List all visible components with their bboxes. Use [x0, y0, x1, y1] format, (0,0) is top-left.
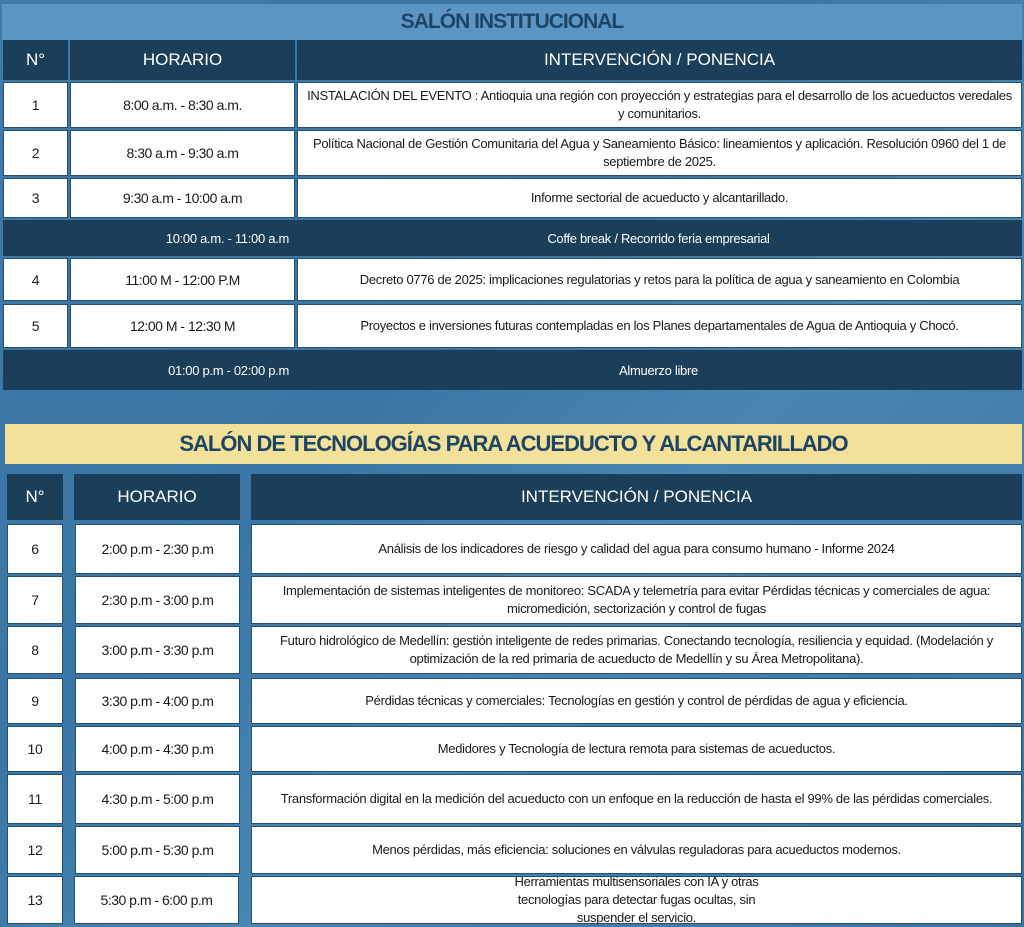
row-2-num: 2: [3, 130, 68, 176]
header-num: N°: [3, 40, 68, 80]
break-lunch-time: 01:00 p.m - 02:00 p.m: [168, 362, 289, 378]
row-10-topic: Medidores y Tecnología de lectura remota para sistemas de acueductos.: [251, 726, 1022, 772]
row-9-time: 3:30 p.m - 4:00 p.m: [75, 678, 240, 724]
break-row-coffee: [3, 220, 1022, 256]
row-13-num: 13: [7, 876, 63, 924]
row-1-topic: INSTALACIÓN DEL EVENTO : Antioquia una región con proyección y estrategias para el desarrollo de los acueductos veredales y comunitarios.: [297, 82, 1022, 128]
row-8-topic: Futuro hidrológico de Medellín: gestión inteligente de redes primarias. Conectando tecnología, resiliencia y equidad. (Modelación y optimización de la red primaria de acueducto de Medellín y su Área Metropolitana).: [251, 626, 1022, 674]
row-11-time: 4:30 p.m - 5:00 p.m: [75, 774, 240, 824]
header-horario: HORARIO: [70, 40, 295, 80]
break-coffee-time: 10:00 a.m. - 11:00 a.m: [165, 230, 289, 246]
row-9-num: 9: [7, 678, 63, 724]
row-1-num: 1: [3, 82, 68, 128]
section-title-tecnologias: SALÓN DE TECNOLOGÍAS PARA ACUEDUCTO Y ALCANTARILLADO: [5, 424, 1022, 464]
row-1-time: 8:00 a.m. - 8:30 a.m.: [70, 82, 295, 128]
row-3-time: 9:30 a.m - 10:00 a.m: [70, 178, 295, 218]
row-6-topic: Análisis de los indicadores de riesgo y calidad del agua para consumo humano - Informe 2024: [251, 524, 1022, 574]
row-4-topic: Decreto 0776 de 2025: implicaciones regulatorias y retos para la política de agua y saneamiento en Colombia: [297, 258, 1022, 301]
row-10-time: 4:00 p.m - 4:30 p.m: [75, 726, 240, 772]
row-5-topic: Proyectos e inversiones futuras contempladas en los Planes departamentales de Agua de Antioquia y Chocó.: [297, 304, 1022, 348]
row-7-num: 7: [7, 576, 63, 624]
header-intervencion: INTERVENCIÓN / PONENCIA: [297, 40, 1022, 80]
row-12-num: 12: [7, 826, 63, 874]
header2-num: N°: [7, 474, 63, 520]
row-10-num: 10: [7, 726, 63, 772]
row-6-num: 6: [7, 524, 63, 574]
row-4-num: 4: [3, 258, 68, 301]
row-6-time: 2:00 p.m - 2:30 p.m: [75, 524, 240, 574]
row-2-topic: Política Nacional de Gestión Comunitaria del Agua y Saneamiento Básico: lineamientos y aplicación. Resolución 0960 del 1 de septiembre de 2025.: [297, 130, 1022, 176]
row-11-topic: Transformación digital en la medición del acueducto con un enfoque en la reducción de hasta el 99% de las pérdidas comerciales.: [251, 774, 1022, 824]
row-12-time: 5:00 p.m - 5:30 p.m: [75, 826, 240, 874]
header2-intervencion: INTERVENCIÓN / PONENCIA: [251, 474, 1022, 520]
break-lunch-label: Almuerzo libre: [619, 362, 698, 378]
row-5-num: 5: [3, 304, 68, 348]
row-2-time: 8:30 a.m - 9:30 a.m: [70, 130, 295, 176]
break-coffee-label: Coffe break / Recorrido feria empresarial: [547, 230, 770, 246]
row-11-num: 11: [7, 774, 63, 824]
row-12-topic: Menos pérdidas, más eficiencia: soluciones en válvulas reguladoras para acueductos modernos.: [251, 826, 1022, 874]
row-7-topic: Implementación de sistemas inteligentes de monitoreo: SCADA y telemetría para evitar Pérdidas técnicas y comerciales de agua: micromedición, sectorización y control de fugas: [251, 576, 1022, 624]
row-13-time: 5:30 p.m - 6:00 p.m: [74, 876, 239, 924]
row-4-time: 11:00 M - 12:00 P.M: [70, 258, 295, 301]
row-3-num: 3: [3, 178, 68, 218]
break-row-lunch: [3, 350, 1022, 390]
header2-horario: HORARIO: [74, 474, 240, 520]
section-title-institucional: SALÓN INSTITUCIONAL: [2, 4, 1022, 40]
row-3-topic: Informe sectorial de acueducto y alcantarillado.: [297, 178, 1022, 218]
row-8-time: 3:00 p.m - 3:30 p.m: [75, 626, 240, 674]
row-13-topic: Herramientas multisensoriales con IA y otras tecnologías para detectar fugas ocultas, sin suspender el servicio.: [251, 876, 1022, 924]
row-7-time: 2:30 p.m - 3:00 p.m: [75, 576, 240, 624]
row-9-topic: Pérdidas técnicas y comerciales: Tecnologías en gestión y control de pérdidas de agua y eficiencia.: [251, 678, 1022, 724]
row-8-num: 8: [7, 626, 63, 674]
row-5-time: 12:00 M - 12:30 M: [70, 304, 295, 348]
